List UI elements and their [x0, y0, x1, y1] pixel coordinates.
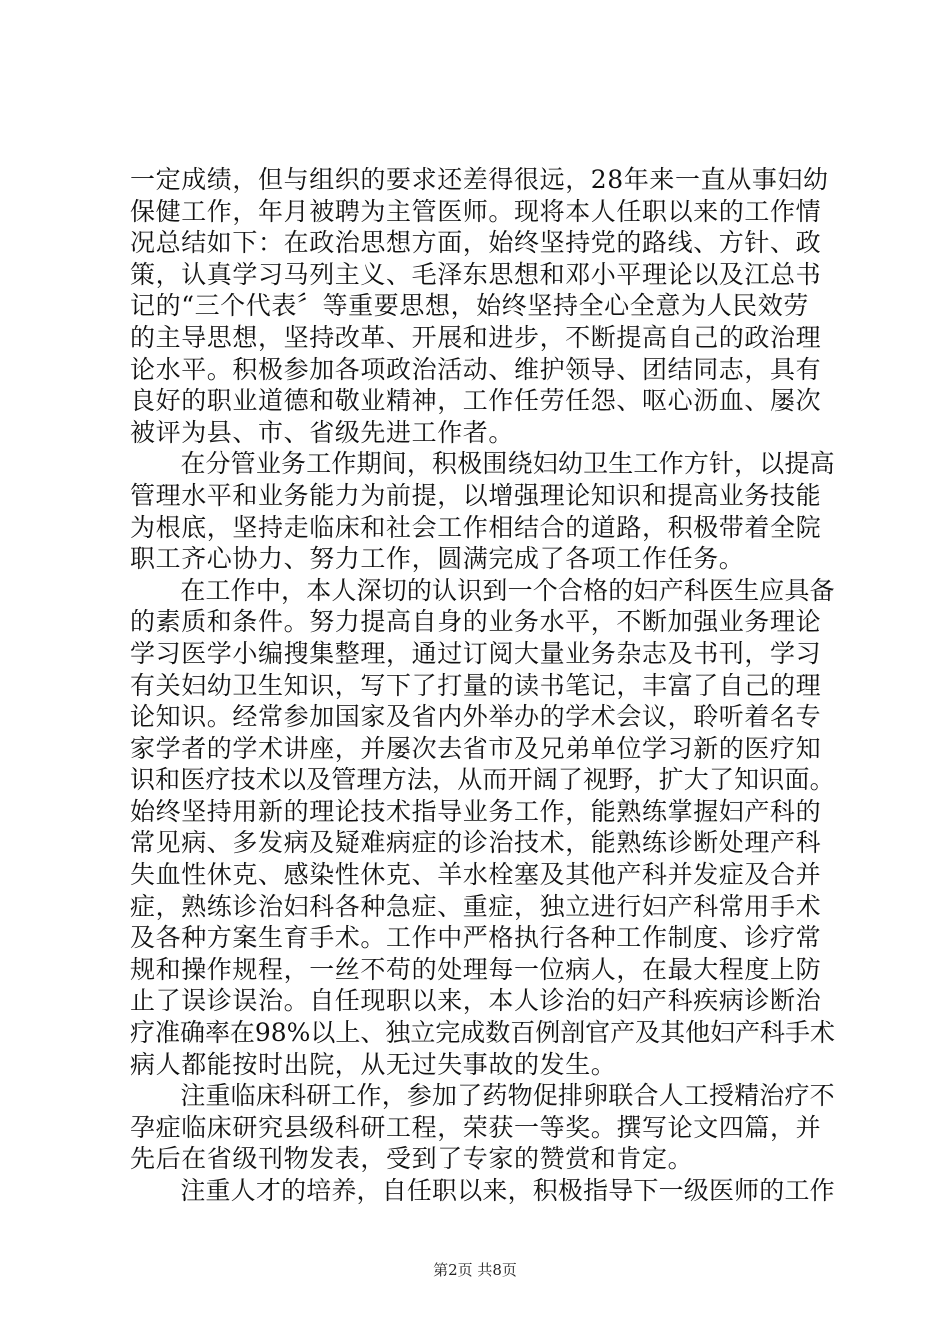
- text-line: 孕症临床研究县级科研工程，荣获一等奖。撰写论文四篇，并: [130, 1112, 822, 1142]
- text-line: 一定成绩，但与组织的要求还差得很远，28年来一直从事妇幼: [130, 165, 829, 194]
- text-line: 在工作中，本人深切的认识到一个合格的妇产科医生应具备: [130, 575, 835, 605]
- text-line: 策，认真学习马列主义、毛泽东思想和邓小平理论以及江总书: [130, 259, 822, 289]
- text-line: 疗准确率在98%以上、独立完成数百例剖官产及其他妇产科手术: [130, 1018, 835, 1048]
- text-line: 为根底，坚持走临床和社会工作相结合的道路，积极带着全院: [130, 512, 822, 542]
- text-line: 及各种方案生育手术。工作中严格执行各种工作制度、诊疗常: [130, 923, 822, 953]
- text-line: 注重临床科研工作，参加了药物促排卵联合人工授精治疗不: [130, 1081, 835, 1111]
- text-line: 在分管业务工作期间，积极围绕妇幼卫生工作方针，以提高: [130, 449, 835, 479]
- text-line: 有关妇幼卫生知识，写下了打量的读书笔记，丰富了自己的理: [130, 670, 822, 700]
- document-body: [130, 164, 835, 1207]
- text-line: 识和医疗技术以及管理方法，从而开阔了视野，扩大了知识面。: [130, 765, 835, 795]
- text-line: 的素质和条件。努力提高自身的业务水平，不断加强业务理论: [130, 607, 822, 637]
- text-line: 职工齐心协力、努力工作，圆满完成了各项工作任务。: [130, 544, 745, 574]
- text-line: 常见病、多发病及疑难病症的诊治技术，能熟练诊断处理产科: [130, 828, 822, 858]
- text-line: 止了误诊误治。自任现职以来，本人诊治的妇产科疾病诊断治: [130, 986, 822, 1016]
- page-number-footer: 第2页 共8页: [433, 1261, 517, 1279]
- text-line: 规和操作规程，一丝不苟的处理每一位病人，在最大程度上防: [130, 954, 822, 984]
- text-line: 论水平。积极参加各项政治活动、维护领导、团结同志，具有: [130, 354, 822, 384]
- text-line: 先后在省级刊物发表，受到了专家的赞赏和肯定。: [130, 1144, 694, 1174]
- text-line: 病人都能按时出院，从无过失事故的发生。: [130, 1049, 617, 1079]
- text-line: 家学者的学术讲座，并屡次去省市及兄弟单位学习新的医疗知: [130, 733, 822, 763]
- text-line: 良好的职业道德和敬业精神，工作任劳任怨、呕心沥血、屡次: [130, 386, 822, 416]
- text-line: 论知识。经常参加国家及省内外举办的学术会议，聆听着名专: [130, 702, 822, 732]
- text-line: 被评为县、市、省级先进工作者。: [130, 417, 515, 447]
- text-line: 始终坚持用新的理论技术指导业务工作，能熟练掌握妇产科的: [130, 796, 822, 826]
- text-line: 的主导思想，坚持改革、开展和进步，不断提高自己的政治理: [130, 322, 822, 352]
- text-line: 保健工作，年月被聘为主管医师。现将本人任职以来的工作情: [130, 196, 822, 226]
- text-line: 学习医学小编搜集整理，通过订阅大量业务杂志及书刊，学习: [130, 638, 822, 668]
- text-line: 注重人才的培养，自任职以来，积极指导下一级医师的工作: [130, 1176, 835, 1205]
- text-line: 症，熟练诊治妇科各种急症、重症，独立进行妇产科常用手术: [130, 891, 822, 921]
- text-line: 况总结如下：在政治思想方面，始终坚持党的路线、方针、政: [130, 228, 822, 258]
- text-line: 管理水平和业务能力为前提，以增强理论知识和提高业务技能: [130, 480, 822, 510]
- text-line: 失血性休克、感染性休克、羊水栓塞及其他产科并发症及合并: [130, 860, 822, 890]
- text-line: 记的“三个代表〞等重要思想，始终坚持全心全意为人民效劳: [130, 291, 809, 321]
